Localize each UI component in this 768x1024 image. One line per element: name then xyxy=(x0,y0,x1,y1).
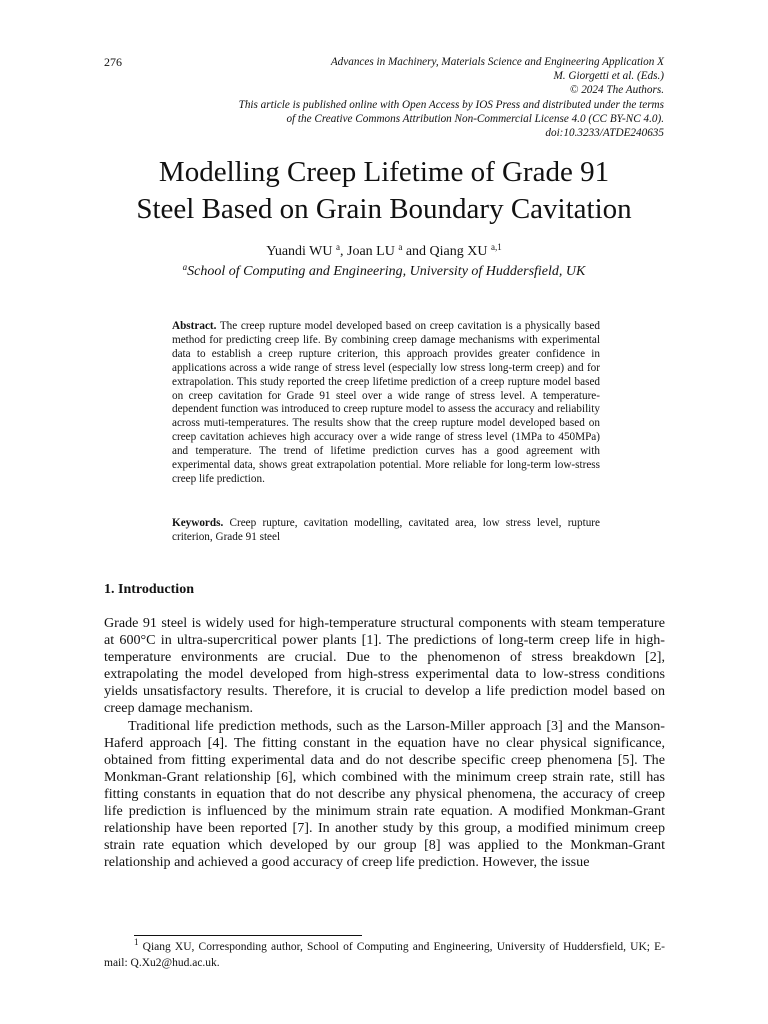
abstract xyxy=(172,320,600,487)
section-heading: 1. Introduction xyxy=(104,582,194,597)
paragraph: Grade 91 steel is widely used for high-temperature structural components with steam temperature at 600°C in ultra-supercritical power plants [1]. The predictions of long-term creep life in high-temperature environments are crucial. Due to the phenomenon of stress breakdown [2], extrapolating the model developed from high-stress experimental data to low-stress conditions yields unsatisfactory results. Therefore, it is crucial to develop a life prediction model based on creep damage mechanism. xyxy=(104,615,665,717)
footnote-marker: 1 xyxy=(134,937,139,947)
footnote-divider xyxy=(134,935,362,936)
page-number: 276 xyxy=(104,55,122,69)
journal-name: Advances in Machinery, Materials Science and Engineering Application X xyxy=(330,56,664,68)
paper-title xyxy=(60,154,708,228)
author-name: and Qiang XU xyxy=(402,244,488,259)
title-line-2: Steel Based on Grain Boundary Cavitation xyxy=(136,193,632,225)
author-list xyxy=(60,244,708,260)
affiliation xyxy=(60,264,708,280)
copyright: © 2024 The Authors. xyxy=(569,84,664,97)
keywords xyxy=(172,517,600,545)
affiliation-mark: a xyxy=(182,262,188,272)
doi[interactable]: doi:10.3233/ATDE240635 xyxy=(545,127,664,140)
keywords-text: Creep rupture, cavitation modelling, cavitated area, low stress level, rupture criterion, Grade 91 steel xyxy=(172,517,600,543)
license-line-1: This article is published online with Open Access by IOS Press and distributed under the terms xyxy=(238,98,664,111)
affiliation-text: School of Computing and Engineering, University of Huddersfield, UK xyxy=(187,264,586,279)
paragraph: Traditional life prediction methods, such as the Larson-Miller approach [3] and the Manson-Haferd approach [4]. The fitting constant in the equation have no clear physical significance, obtained from fitting experimental data and do not describe specific creep phenomena [5]. The Monkman-Grant relationship [6], which combined with the minimum creep strain rate, still has fitting constants in equation that do not describe any physical phenomena, the accuracy of creep life prediction is influenced by the minimum strain rate equation. A modified Monkman-Grant relationship have been reported [7]. In another study by this group, a modified minimum creep strain rate equation which developed by our group [8] was applied to the Monkman-Grant relationship and achieved a good accuracy of creep life prediction. However, the issue xyxy=(104,717,665,871)
license-line-2: of the Creative Commons Attribution Non-Commercial License 4.0 (CC BY-NC 4.0). xyxy=(286,112,664,125)
footnote xyxy=(104,939,665,971)
footnote-text: Qiang XU, Corresponding author, School of Computing and Engineering, University of Huddersfield, UK; E-mail: Q.Xu2@hud.ac.uk. xyxy=(104,941,665,969)
introduction-body xyxy=(104,615,665,871)
abstract-label: Abstract. xyxy=(172,320,217,332)
title-line-1: Modelling Creep Lifetime of Grade 91 xyxy=(158,156,610,188)
journal-header xyxy=(104,55,664,140)
author-name: , Joan LU xyxy=(340,244,395,259)
author-affiliation-mark: a xyxy=(398,242,403,252)
author-name: Yuandi WU xyxy=(266,244,333,259)
keywords-label: Keywords. xyxy=(172,517,224,529)
author-affiliation-mark: a,1 xyxy=(490,242,502,252)
author-affiliation-mark: a xyxy=(336,242,340,252)
abstract-text: The creep rupture model developed based on creep cavitation is a physically based method for predicting creep life. By combining creep damage mechanisms with experimental data to establish a creep rupture criterion, this approach provides greater confidence in applications across a wide range of stress level (especially low stress long-term creep) and for extrapolation. This study reported the creep lifetime prediction of a creep rupture model based on creep cavitation for Grade 91 steel over a wide range of stress level. A temperature-dependent function was introduced to creep rupture model to assess the accuracy and reliability across muti-temperatures. The results show that the creep rupture model developed based on creep cavitation achieves high accuracy over a wide range of stress level (1MPa to 450MPa) and temperature. The trend of lifetime prediction curves has a good agreement with experimental data, shows great extrapolation potential. More reliable for long-term low-stress creep life prediction. xyxy=(172,320,600,485)
editors: M. Giorgetti et al. (Eds.) xyxy=(553,70,664,83)
